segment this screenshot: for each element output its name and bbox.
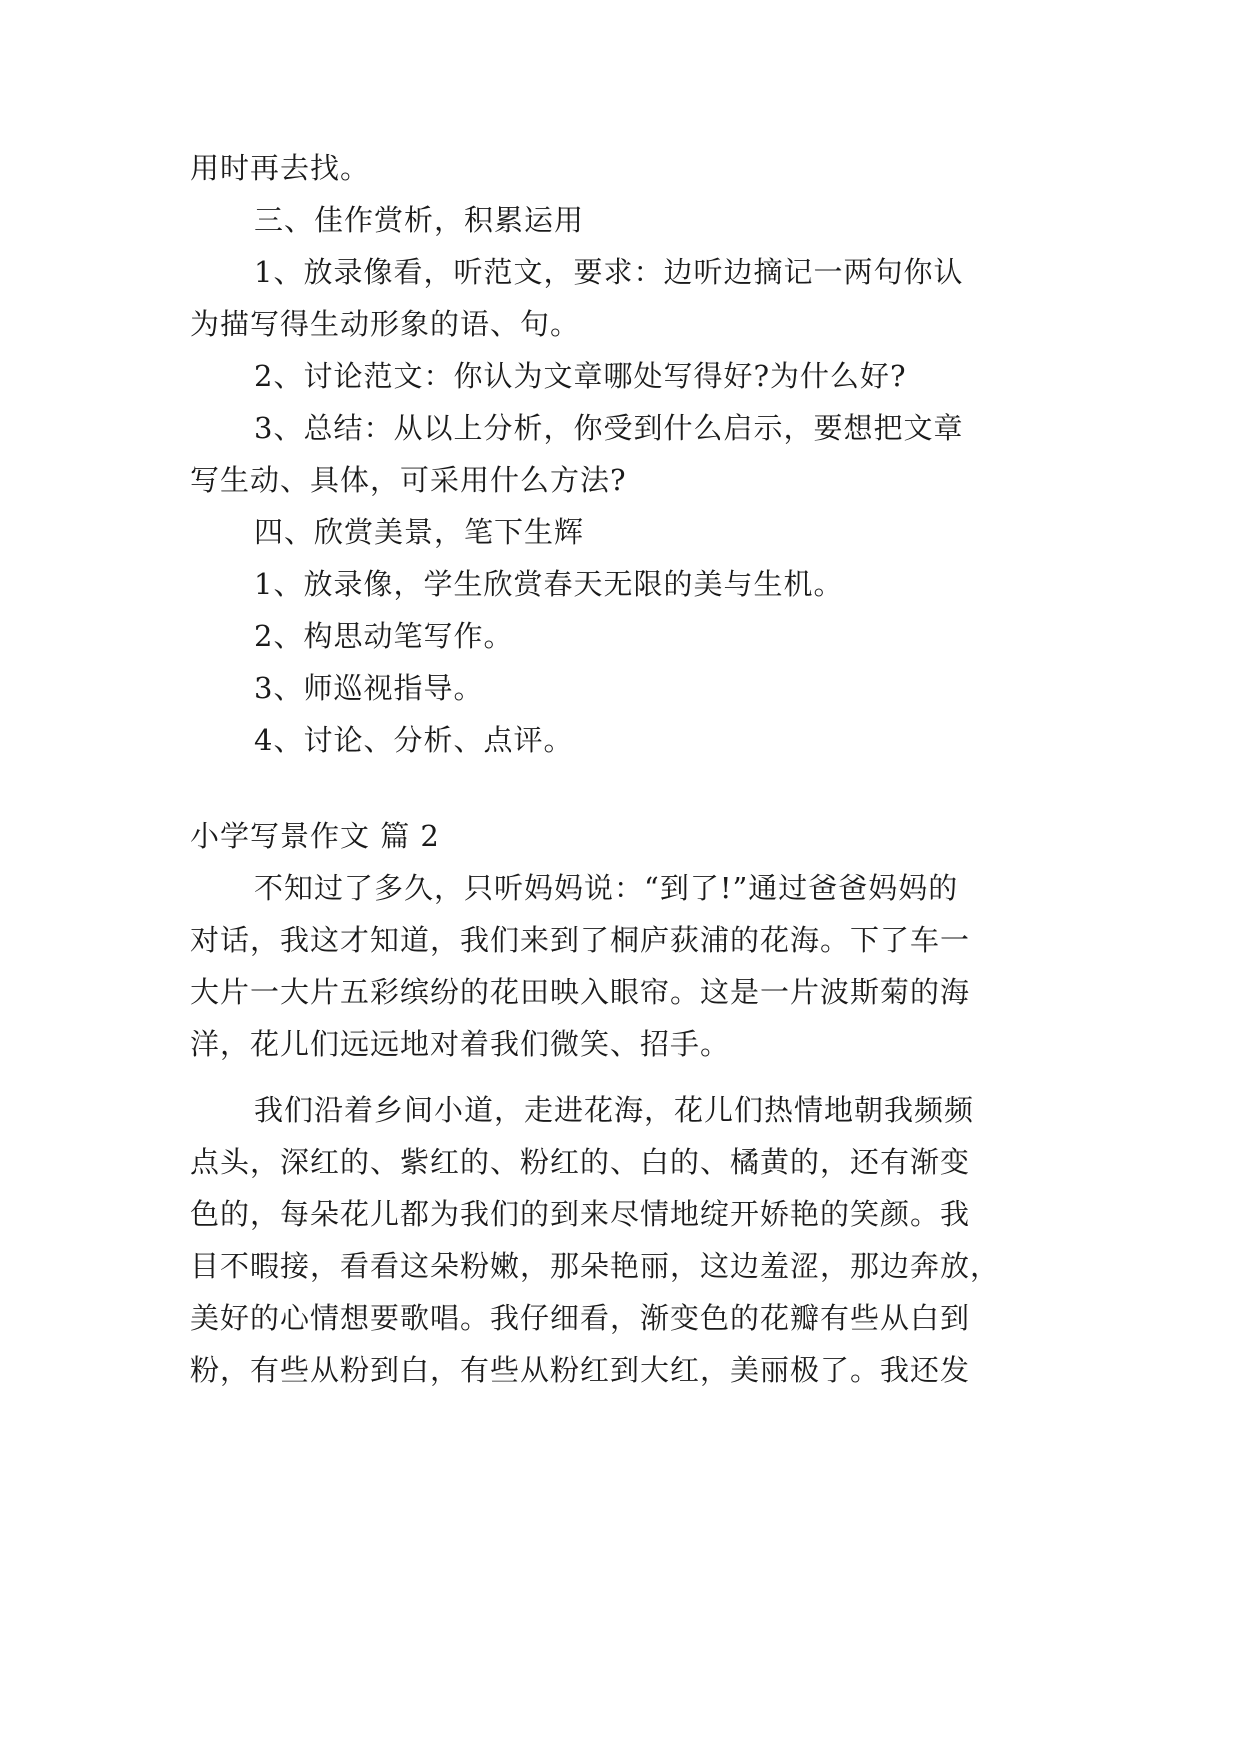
text-line: 大片一大片五彩缤纷的花田映入眼帘。这是一片波斯菊的海	[190, 975, 971, 1009]
text-line: 我们沿着乡间小道，走进花海，花儿们热情地朝我频频	[254, 1093, 975, 1127]
text-line: 1、放录像，学生欣赏春天无限的美与生机。	[254, 567, 844, 601]
text-line: 用时再去找。	[190, 151, 371, 185]
text-line: 洋，花儿们远远地对着我们微笑、招手。	[190, 1027, 731, 1061]
text-line: 写生动、具体，可采用什么方法?	[190, 463, 627, 497]
text-line: 3、师巡视指导。	[254, 671, 484, 705]
text-line: 不知过了多久，只听妈妈说：“到了!”通过爸爸妈妈的	[254, 871, 959, 905]
text-line: 1、放录像看，听范文，要求：边听边摘记一两句你认	[254, 255, 964, 289]
text-line: 2、讨论范文：你认为文章哪处写得好?为什么好?	[254, 359, 907, 393]
text-line: 2、构思动笔写作。	[254, 619, 514, 653]
text-line: 3、总结：从以上分析，你受到什么启示，要想把文章	[254, 411, 964, 445]
text-line: 粉，有些从粉到白，有些从粉红到大红，美丽极了。我还发	[190, 1353, 971, 1387]
section-heading: 四、欣赏美景，笔下生辉	[254, 515, 585, 549]
text-line: 色的，每朵花儿都为我们的到来尽情地绽开娇艳的笑颜。我	[190, 1197, 971, 1231]
section-heading: 三、佳作赏析，积累运用	[254, 203, 585, 237]
text-line: 为描写得生动形象的语、句。	[190, 307, 581, 341]
text-line: 目不暇接，看看这朵粉嫩，那朵艳丽，这边羞涩，那边奔放，	[190, 1249, 1001, 1283]
text-line: 4、讨论、分析、点评。	[254, 723, 574, 757]
article-title: 小学写景作文 篇 2	[190, 819, 440, 853]
text-line: 美好的心情想要歌唱。我仔细看，渐变色的花瓣有些从白到	[190, 1301, 971, 1335]
text-line: 对话，我这才知道，我们来到了桐庐荻浦的花海。下了车一	[190, 923, 971, 957]
text-line: 点头，深红的、紫红的、粉红的、白的、橘黄的，还有渐变	[190, 1145, 971, 1179]
